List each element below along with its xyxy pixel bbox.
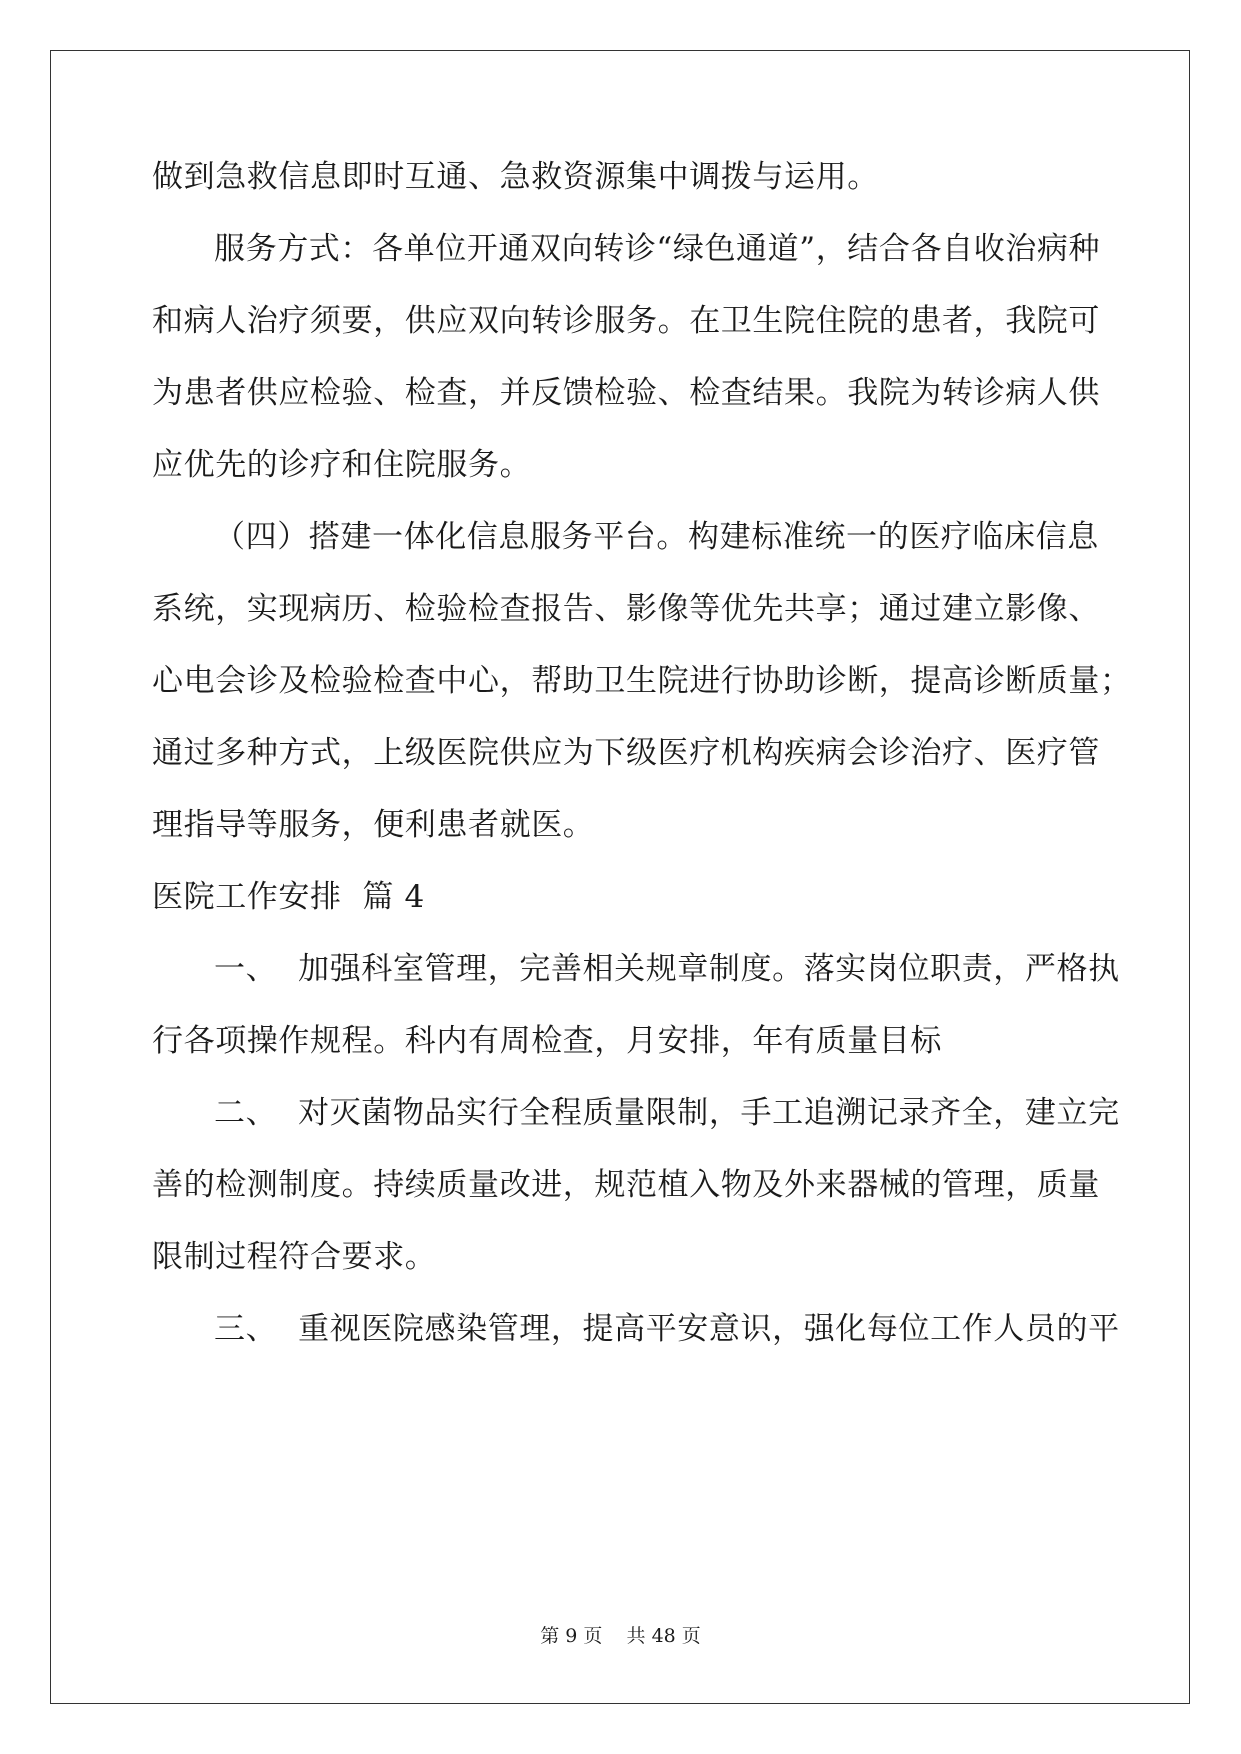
paragraph-line: 系统，实现病历、检验检查报告、影像等优先共享；通过建立影像、	[152, 591, 1100, 627]
paragraph-line: 做到急救信息即时互通、急救资源集中调拨与运用。	[152, 159, 879, 195]
paragraph-line: 一、 加强科室管理，完善相关规章制度。落实岗位职责，严格执	[214, 951, 1120, 987]
paragraph-line: 善的检测制度。持续质量改进，规范植入物及外来器械的管理，质量	[152, 1167, 1100, 1203]
paragraph-line: 和病人治疗须要，供应双向转诊服务。在卫生院住院的患者，我院可	[152, 303, 1100, 339]
paragraph-line: 应优先的诊疗和住院服务。	[152, 447, 532, 483]
section-heading: 医院工作安排 篇 4	[152, 879, 425, 915]
paragraph-line: （四）搭建一体化信息服务平台。构建标准统一的医疗临床信息	[214, 519, 1099, 555]
paragraph-line: 理指导等服务，便利患者就医。	[152, 807, 595, 843]
paragraph-line: 限制过程符合要求。	[152, 1239, 437, 1275]
paragraph-line: 心电会诊及检验检查中心，帮助卫生院进行协助诊断，提高诊断质量；	[152, 663, 1132, 699]
paragraph-line: 服务方式：各单位开通双向转诊“绿色通道”，结合各自收治病种	[214, 231, 1101, 267]
paragraph-line: 三、 重视医院感染管理，提高平安意识，强化每位工作人员的平	[214, 1311, 1120, 1347]
page-number: 第 9 页 共 48 页	[540, 1625, 701, 1647]
paragraph-line: 通过多种方式，上级医院供应为下级医疗机构疾病会诊治疗、医疗管	[152, 735, 1100, 771]
page-footer	[0, 1624, 1241, 1648]
paragraph-line: 二、 对灭菌物品实行全程质量限制，手工追溯记录齐全，建立完	[214, 1095, 1120, 1131]
paragraph-line: 为患者供应检验、检查，并反馈检验、检查结果。我院为转诊病人供	[152, 375, 1100, 411]
paragraph-line: 行各项操作规程。科内有周检查，月安排，年有质量目标	[152, 1023, 942, 1059]
